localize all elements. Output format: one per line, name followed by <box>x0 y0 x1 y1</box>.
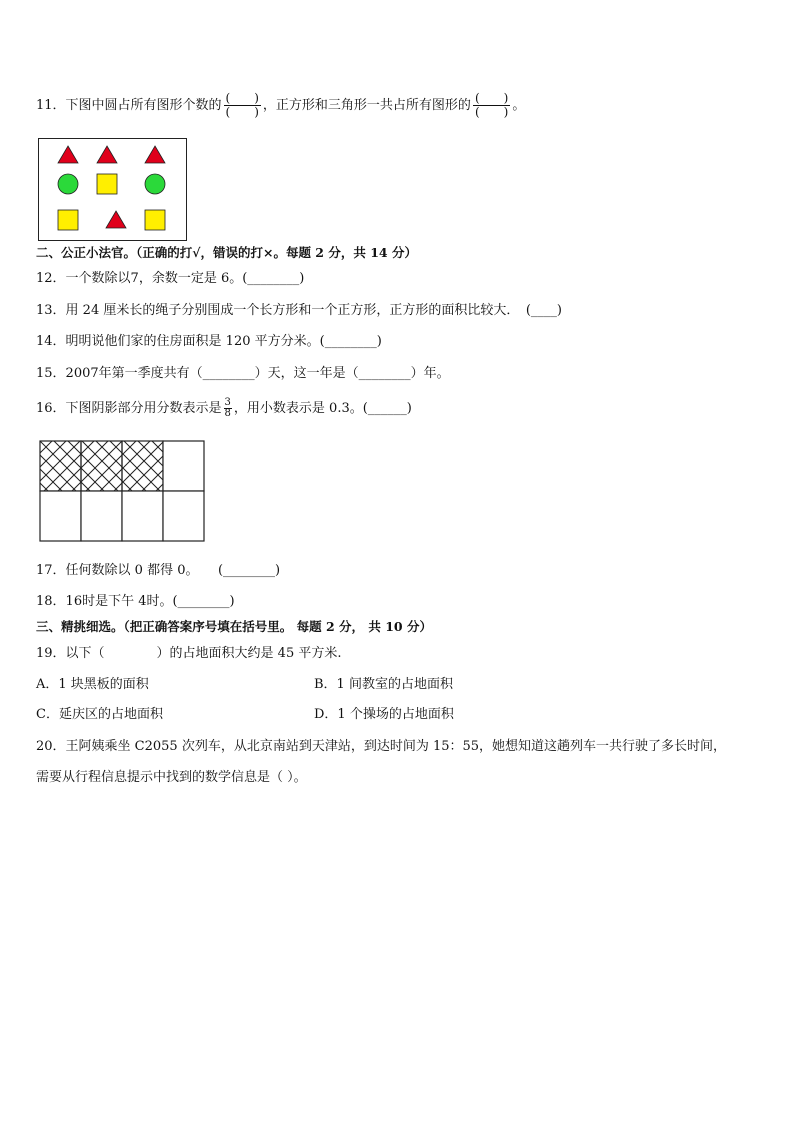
grid-cell <box>122 491 163 541</box>
shaded-grid-cell <box>122 441 163 491</box>
q11-fraction-a-numerator: ( ) <box>225 91 259 105</box>
question-14: 14．明明说他们家的住房面积是 120 平方分米。(________) <box>36 334 382 349</box>
q19-option-c: C．延庆区的占地面积 <box>36 707 163 722</box>
q16-fraction <box>224 398 232 419</box>
q16-fraction-numerator: 3 <box>224 397 231 408</box>
question-11 <box>36 92 525 119</box>
question-20-line-2: 需要从行程信息提示中找到的数学信息是（ ）。 <box>36 770 307 785</box>
q11-fraction-a-denominator: ( ) <box>225 105 259 119</box>
question-18: 18．16时是下午 4时。(________) <box>36 594 235 609</box>
question-13: 13．用 24 厘米长的绳子分别围成一个长方形和一个正方形，正方形的面积比较大． (____) <box>36 303 562 318</box>
q11-text-b: ，正方形和三角形一共占所有图形的 <box>262 98 471 113</box>
grid-cell <box>40 491 81 541</box>
question-15: 15．2007年第一季度共有（________）天，这一年是（________）年。 <box>36 366 450 381</box>
q16-text-b: ，用小数表示是 0.3。(______) <box>233 401 412 416</box>
q11-fraction-b <box>473 92 510 119</box>
shapes-figure <box>38 138 188 242</box>
q11-text-c: 。 <box>512 98 526 113</box>
q19-option-a: A．1 块黑板的面积 <box>36 677 149 692</box>
grid-cell <box>163 441 204 491</box>
question-17: 17．任何数除以 0 都得 0。 (________) <box>36 563 281 578</box>
square-shape <box>97 174 117 194</box>
triangle-shape <box>97 146 117 163</box>
question-16 <box>36 398 412 419</box>
section-2-heading: 二、公正小法官。（正确的打√，错误的打×。每题 2 分，共 14 分） <box>36 245 417 260</box>
shaded-grid-cell <box>40 441 81 491</box>
q11-fraction-b-denominator: ( ) <box>474 105 509 119</box>
shaded-grid-figure <box>39 440 205 542</box>
question-20-line-1: 20．王阿姨乘坐 C2055 次列车，从北京南站到天津站，到达时间为 15：55，她想知道这趟列车一共行驶了多长时间， <box>36 739 727 754</box>
square-shape <box>58 210 78 230</box>
q16-fraction-denominator: 8 <box>224 408 231 419</box>
grid-cell <box>163 491 204 541</box>
shaded-grid-cell <box>81 441 122 491</box>
triangle-shape <box>106 211 126 228</box>
q11-fraction-a <box>224 92 261 119</box>
q19-option-d: D．1 个操场的占地面积 <box>314 707 454 722</box>
question-12: 12．一个数除以7，余数一定是 6。(________) <box>36 271 305 286</box>
q11-text-a: 11．下图中圆占所有图形个数的 <box>36 98 222 113</box>
q11-fraction-b-numerator: ( ) <box>474 91 509 105</box>
q19-option-b: B．1 间教室的占地面积 <box>314 677 453 692</box>
grid-cell <box>81 491 122 541</box>
q16-text-a: 16．下图阴影部分用分数表示是 <box>36 401 222 416</box>
circle-shape <box>145 174 165 194</box>
triangle-shape <box>145 146 165 163</box>
section-3-heading: 三、精挑细选。（把正确答案序号填在括号里。 每题 2 分， 共 10 分） <box>36 619 432 634</box>
square-shape <box>145 210 165 230</box>
triangle-shape <box>58 146 78 163</box>
circle-shape <box>58 174 78 194</box>
question-19-stem: 19．以下（ ）的占地面积大约是 45 平方米. <box>36 646 342 661</box>
